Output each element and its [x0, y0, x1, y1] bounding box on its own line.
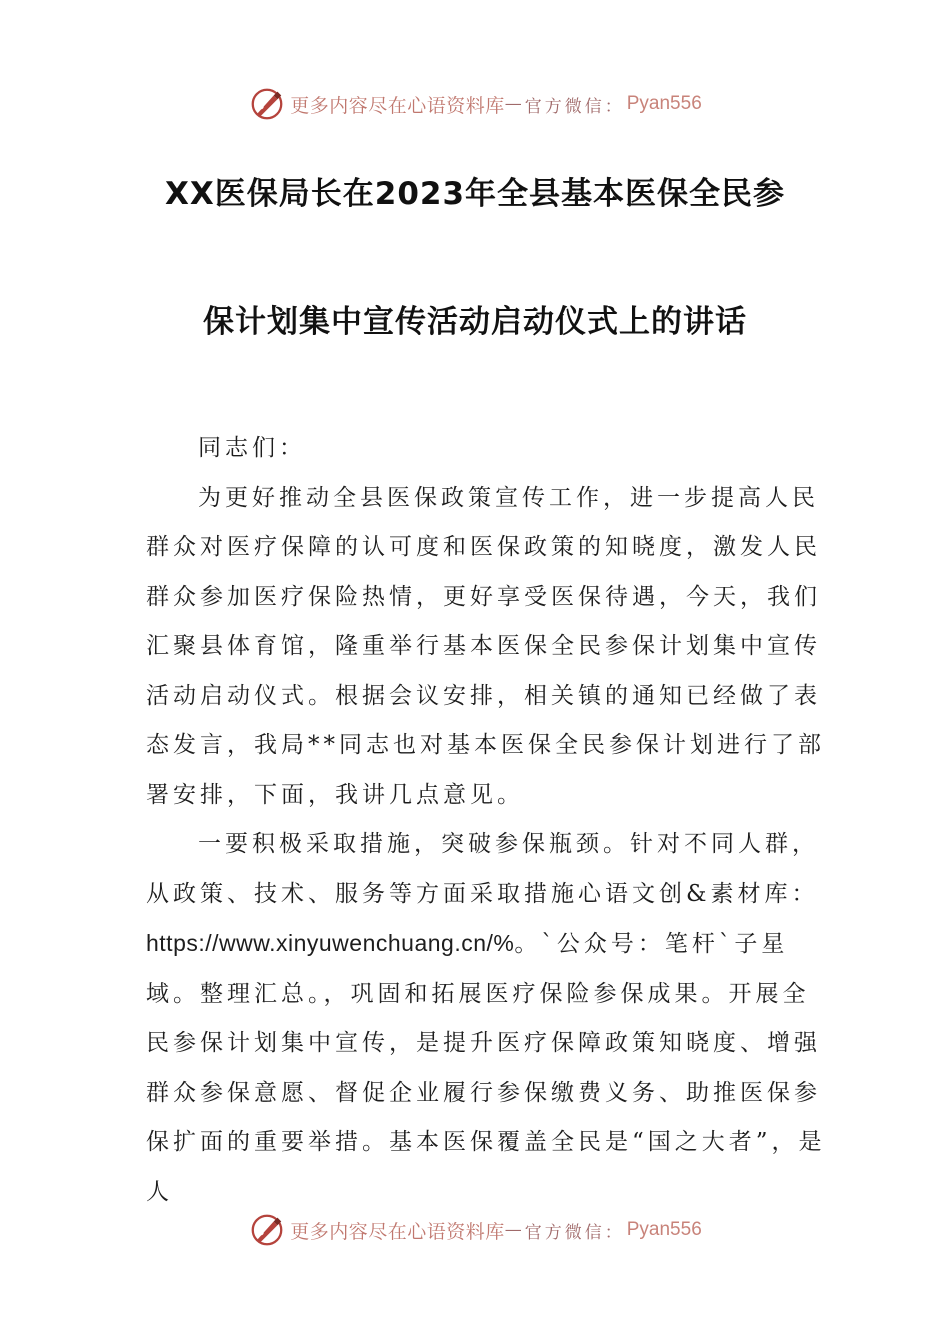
- watermark-wechat-id: Pyan556: [626, 1219, 702, 1240]
- pen-logo-icon: [248, 1211, 286, 1249]
- paragraph-1: 为更好推动全县医保政策宣传工作，进一步提高人民群众对医疗保障的认可度和医保政策的知晓度，激发人民群众参加医疗保险热情，更好享受医保待遇，今天，我们汇聚县体育馆，隆重举行基本医保全民参保计划集中宣传活动启动仪式。根据会议安排，相关镇的通知已经做了表态发言，我局**同志也对基本医保全民参保计划进行了部署安排，下面，我讲几点意见。: [146, 484, 825, 808]
- paragraph-2-part-a: 一要积极采取措施，突破参保瓶颈。针对不同人群，从政策、技术、服务等方面采取措施心语文创&素材库：: [146, 831, 819, 907]
- paragraph-2-part-b: 。`公众号：笔杆`子星域。整理汇总。，巩固和拓展医疗保险参保成果。开展全民参保计划集中宣传，是提升医疗保障政策知晓度、增强群众参保意愿、督促企业履行参保缴费义务、助推医保参保扩面的重要举措。基本医保覆盖全民是“国之大者”，是人: [146, 931, 826, 1205]
- pen-logo-icon: [248, 85, 286, 123]
- source-url: https://www.xinyuwenchuang.cn/%: [146, 930, 515, 956]
- watermark-dash: —: [504, 94, 525, 114]
- watermark-wechat-label: 官方微信：: [524, 96, 625, 117]
- watermark-brand: 更多内容尽在心语资料库: [290, 94, 505, 117]
- watermark-wechat-id: Pyan556: [626, 93, 702, 114]
- watermark-brand: 更多内容尽在心语资料库: [290, 1220, 505, 1243]
- watermark-wechat-label: 官方微信：: [524, 1222, 625, 1243]
- footer-watermark: [0, 1208, 950, 1252]
- salutation: 同志们：: [198, 435, 306, 461]
- document-title-line-2: 保计划集中宣传活动启动仪式上的讲话: [203, 304, 747, 340]
- watermark-dash: —: [504, 1220, 525, 1240]
- document-title-line-1: XX医保局长在2023年全县基本医保全民参: [164, 176, 786, 212]
- document-body: [146, 424, 826, 1217]
- header-watermark: [0, 82, 950, 126]
- paragraph-2: [146, 820, 826, 1217]
